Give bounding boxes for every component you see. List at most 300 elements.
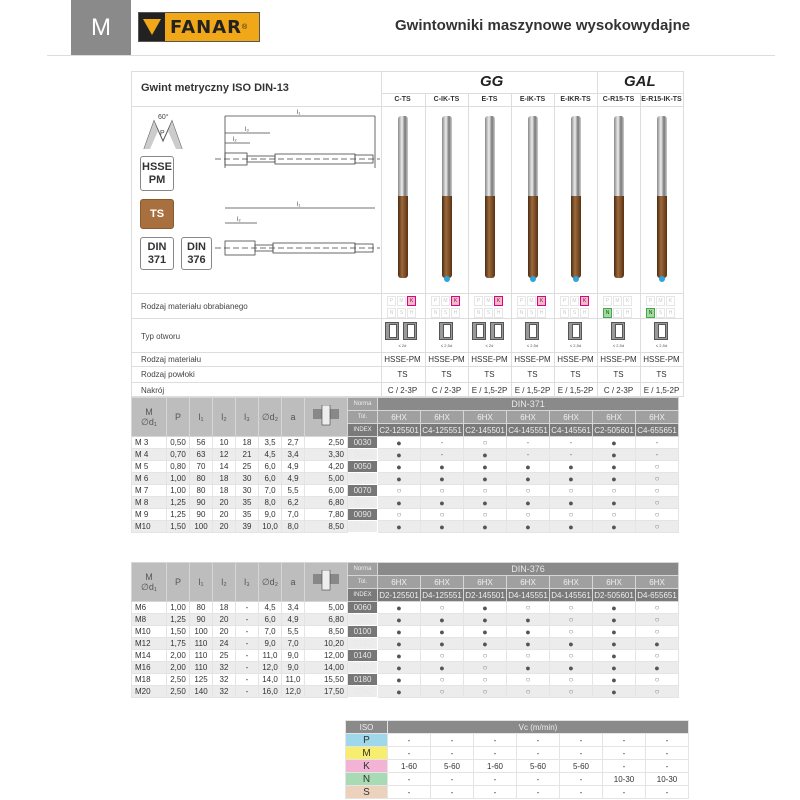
din371-table xyxy=(131,397,679,533)
cell-l3: 18 xyxy=(236,437,259,449)
cell-drill: 12,00 xyxy=(305,650,348,662)
vc-value: - xyxy=(388,747,431,760)
drill-icon xyxy=(305,563,348,602)
cell-l2: 25 xyxy=(213,650,236,662)
availability-mark: ● xyxy=(593,521,636,533)
availability-mark: ○ xyxy=(550,650,593,662)
index-code: C2-125501 xyxy=(379,425,419,435)
vc-value: - xyxy=(431,773,474,786)
tol-value: 6HX xyxy=(378,411,421,424)
row-index: 0100 xyxy=(348,521,378,533)
group-gal: GAL xyxy=(624,73,656,90)
din376-badge xyxy=(181,237,212,270)
hole-depth: ≤ 2,5d xyxy=(440,343,453,348)
availability-mark: ● xyxy=(378,461,421,473)
table-row xyxy=(132,686,679,698)
din371-badge xyxy=(140,237,174,270)
cell-l1: 90 xyxy=(190,614,213,626)
coating-badge-text: TS xyxy=(149,207,165,220)
cell-d2: 7,0 xyxy=(259,485,282,497)
table-row xyxy=(132,437,679,449)
availability-mark: - xyxy=(421,449,464,461)
availability-mark: ● xyxy=(507,626,550,638)
material-s: S xyxy=(613,308,622,318)
availability-mark: ● xyxy=(593,626,636,638)
cell-p: 1,25 xyxy=(167,509,190,521)
cell-p: 1,00 xyxy=(167,473,190,485)
cell-p: 2,00 xyxy=(167,662,190,674)
material-p: P xyxy=(517,296,526,306)
tol-value: 6HX xyxy=(550,411,593,424)
material-grid xyxy=(646,296,676,318)
divider xyxy=(381,71,382,397)
index-code: D2-145501 xyxy=(465,590,505,600)
availability-mark: ● xyxy=(593,674,636,686)
row-index: 0200 xyxy=(348,686,378,698)
cell-l1: 80 xyxy=(190,485,213,497)
vc-value: 5-60 xyxy=(431,760,474,773)
cell-l1: 100 xyxy=(190,521,213,533)
coating-label: Rodzaj powłoki xyxy=(141,370,195,379)
material-p: P xyxy=(646,296,655,306)
table-row xyxy=(132,485,679,497)
tap-type-e-ts: E-TS xyxy=(481,96,498,103)
cell-a: 12,0 xyxy=(282,686,305,698)
table-row xyxy=(132,449,679,461)
vc-value: 10-30 xyxy=(646,773,689,786)
cell-p: 1,25 xyxy=(167,614,190,626)
cell-drill: 14,00 xyxy=(305,662,348,674)
tol-label: Tol. xyxy=(348,576,378,589)
cell-l3: 21 xyxy=(236,449,259,461)
l1b-label: l₁ xyxy=(297,202,301,208)
availability-mark: ● xyxy=(421,521,464,533)
material-grid xyxy=(431,296,461,318)
cell-a: 5,5 xyxy=(282,626,305,638)
row-index: 0030 xyxy=(348,437,378,449)
cell-l3: - xyxy=(236,626,259,638)
availability-mark: ● xyxy=(550,497,593,509)
availability-mark: ● xyxy=(464,614,507,626)
col-l2: l₂ xyxy=(213,563,236,602)
vc-value: - xyxy=(560,786,603,799)
cell-drill: 8,50 xyxy=(305,521,348,533)
availability-mark: ● xyxy=(593,686,636,698)
material-m: M xyxy=(397,296,406,306)
tool-material-value: HSSE-PM xyxy=(514,355,551,364)
l2-label: l₂ xyxy=(233,137,237,143)
availability-mark: ● xyxy=(593,614,636,626)
availability-mark: ● xyxy=(421,461,464,473)
availability-mark: ● xyxy=(550,473,593,485)
col-l3: l₃ xyxy=(236,563,259,602)
iso-row xyxy=(346,734,689,747)
cell-l1: 140 xyxy=(190,686,213,698)
cell-l1: 125 xyxy=(190,674,213,686)
availability-mark: ● xyxy=(507,662,550,674)
cell-drill: 2,50 xyxy=(305,437,348,449)
row-index: 0080 xyxy=(348,614,378,626)
table-row xyxy=(132,674,679,686)
material-m: M xyxy=(656,296,665,306)
drill-icon xyxy=(305,398,348,437)
index-code: D2-125501 xyxy=(379,590,419,600)
availability-mark: ○ xyxy=(636,650,679,662)
availability-mark: ● xyxy=(464,521,507,533)
through-hole-icon xyxy=(472,322,486,340)
norma-label: Norma xyxy=(348,563,378,576)
material-p: P xyxy=(603,296,612,306)
tap-image xyxy=(483,116,497,281)
cell-d2: 4,5 xyxy=(259,449,282,461)
chamfer-label: Nakrój xyxy=(141,386,165,395)
iso-group-p: P xyxy=(346,734,388,747)
hole-depth: ≤ 2,5d xyxy=(569,343,582,348)
cell-m: M18 xyxy=(132,674,167,686)
cell-l2: 10 xyxy=(213,437,236,449)
availability-mark: ● xyxy=(464,497,507,509)
availability-mark: - xyxy=(636,437,679,449)
through-hole-icon xyxy=(385,322,399,340)
index-label: INDEX xyxy=(348,589,378,602)
cell-l2: 20 xyxy=(213,497,236,509)
availability-mark: - xyxy=(507,449,550,461)
tol-value: 6HX xyxy=(507,411,550,424)
index-label: INDEX xyxy=(348,424,378,437)
cell-d2: 10,0 xyxy=(259,521,282,533)
row-index: 0140 xyxy=(348,650,378,662)
cell-d2: 9,0 xyxy=(259,638,282,650)
index-code: C2-145501 xyxy=(465,425,505,435)
availability-mark: ● xyxy=(378,686,421,698)
row-index: 0070 xyxy=(348,485,378,497)
cell-d2: 8,0 xyxy=(259,497,282,509)
cell-d2: 9,0 xyxy=(259,509,282,521)
cell-drill: 6,80 xyxy=(305,614,348,626)
blind-hole-icon xyxy=(490,322,504,340)
availability-mark: ○ xyxy=(378,485,421,497)
material-h: H xyxy=(666,308,675,318)
cell-l1: 90 xyxy=(190,509,213,521)
norma-value: DIN-371 xyxy=(378,398,679,411)
cell-m: M6 xyxy=(132,602,167,614)
chamfer-value: E / 1,5-2P xyxy=(471,386,508,395)
iso-row xyxy=(346,747,689,760)
coolant-icon xyxy=(444,276,450,282)
divider xyxy=(131,382,684,383)
availability-mark: ○ xyxy=(550,614,593,626)
availability-mark: ○ xyxy=(550,509,593,521)
availability-mark: ○ xyxy=(464,650,507,662)
table-row xyxy=(132,626,679,638)
tool-material-value: HSSE-PM xyxy=(600,355,637,364)
availability-mark: ● xyxy=(550,662,593,674)
iso-group-m: M xyxy=(346,747,388,760)
material-h: H xyxy=(623,308,632,318)
blind-hole-icon xyxy=(403,322,417,340)
availability-mark: ● xyxy=(464,461,507,473)
availability-mark: ○ xyxy=(593,509,636,521)
tool-material-label: Rodzaj materiału xyxy=(141,355,202,364)
material-s: S xyxy=(570,308,579,318)
availability-mark: ● xyxy=(593,638,636,650)
availability-mark: ● xyxy=(464,449,507,461)
cell-l2: 14 xyxy=(213,461,236,473)
col-l1: l₁ xyxy=(190,563,213,602)
cell-l2: 32 xyxy=(213,674,236,686)
brand-logo xyxy=(138,12,260,42)
vc-value: - xyxy=(560,747,603,760)
row-index: 0060 xyxy=(348,473,378,485)
col-l3: l₃ xyxy=(236,398,259,437)
availability-mark: ○ xyxy=(550,602,593,614)
tap-image xyxy=(655,116,669,281)
cell-l3: 35 xyxy=(236,509,259,521)
cell-l1: 90 xyxy=(190,497,213,509)
availability-mark: ● xyxy=(507,614,550,626)
cell-drill: 15,50 xyxy=(305,674,348,686)
col-d2: ∅d₂ xyxy=(259,563,282,602)
availability-mark: ○ xyxy=(636,497,679,509)
table-row xyxy=(132,461,679,473)
tap-type-e-ikr-ts: E-IKR-TS xyxy=(560,96,591,103)
material-h: H xyxy=(407,308,416,318)
index-code: D2-505601 xyxy=(594,590,634,600)
availability-mark: ○ xyxy=(550,485,593,497)
material-k: K xyxy=(451,296,460,306)
cell-l3: - xyxy=(236,662,259,674)
material-n: N xyxy=(387,308,396,318)
cell-p: 1,25 xyxy=(167,497,190,509)
availability-mark: ○ xyxy=(550,686,593,698)
row-index: 0040 xyxy=(348,449,378,461)
availability-mark: ● xyxy=(378,662,421,674)
cell-l1: 110 xyxy=(190,638,213,650)
cell-a: 3,4 xyxy=(282,602,305,614)
availability-mark: - xyxy=(550,437,593,449)
row-index: 0100 xyxy=(348,626,378,638)
iso-group-k: K xyxy=(346,760,388,773)
tap-image xyxy=(569,116,583,281)
index-code: D4-145551 xyxy=(508,590,548,600)
vc-value: - xyxy=(603,760,646,773)
tap-image xyxy=(396,116,410,281)
tol-value: 6HX xyxy=(464,576,507,589)
availability-mark: ○ xyxy=(636,509,679,521)
table-row xyxy=(132,497,679,509)
availability-mark: ○ xyxy=(464,485,507,497)
vc-value: - xyxy=(560,734,603,747)
tol-value: 6HX xyxy=(593,411,636,424)
cell-drill: 8,50 xyxy=(305,626,348,638)
tol-value: 6HX xyxy=(464,411,507,424)
l1-label: l₁ xyxy=(297,110,301,116)
material-m: M xyxy=(441,296,450,306)
row-index: 0090 xyxy=(348,509,378,521)
l3-label: l₃ xyxy=(245,127,249,133)
section-tab xyxy=(71,0,131,55)
chamfer-value: E / 1,5-2P xyxy=(557,386,594,395)
material-k: K xyxy=(666,296,675,306)
index-code: D4-655651 xyxy=(637,590,677,600)
cell-a: 6,2 xyxy=(282,497,305,509)
cell-l3: 30 xyxy=(236,473,259,485)
material-k: K xyxy=(537,296,546,306)
table-row xyxy=(132,602,679,614)
registered-mark: ® xyxy=(242,23,248,31)
material-p: P xyxy=(431,296,440,306)
row-index: 0050 xyxy=(348,461,378,473)
din376-table xyxy=(131,562,679,698)
row-index: 0060 xyxy=(348,602,378,614)
divider xyxy=(131,106,684,107)
cell-d2: 6,0 xyxy=(259,461,282,473)
availability-mark: ● xyxy=(550,521,593,533)
availability-mark: ● xyxy=(593,662,636,674)
availability-mark: ● xyxy=(593,449,636,461)
availability-mark: ○ xyxy=(636,686,679,698)
cell-a: 5,5 xyxy=(282,485,305,497)
availability-mark: ○ xyxy=(550,674,593,686)
cell-l1: 80 xyxy=(190,473,213,485)
tool-material-value: HSSE-PM xyxy=(643,355,680,364)
availability-mark: ○ xyxy=(636,614,679,626)
availability-mark: ○ xyxy=(421,485,464,497)
vc-value: 10-30 xyxy=(603,773,646,786)
page-title: Gwintowniki maszynowe wysokowydajne xyxy=(395,17,691,34)
cell-m: M10 xyxy=(132,626,167,638)
material-s: S xyxy=(484,308,493,318)
thread-angle-label: 60° xyxy=(158,114,169,121)
cell-l3: 39 xyxy=(236,521,259,533)
vc-value: - xyxy=(603,734,646,747)
availability-mark: ● xyxy=(378,650,421,662)
material-grid xyxy=(517,296,547,318)
material-badge-text: HSSE PM xyxy=(142,160,172,186)
cell-m: M14 xyxy=(132,650,167,662)
vc-value: - xyxy=(474,786,517,799)
material-s: S xyxy=(527,308,536,318)
brand-name: FANAR xyxy=(170,16,243,38)
availability-mark: ○ xyxy=(421,509,464,521)
material-grid xyxy=(474,296,504,318)
availability-mark: ● xyxy=(378,437,421,449)
material-m: M xyxy=(570,296,579,306)
blind-hole-icon xyxy=(525,322,539,340)
col-a: a xyxy=(282,398,305,437)
material-grid xyxy=(560,296,590,318)
cell-l3: - xyxy=(236,602,259,614)
cell-drill: 3,30 xyxy=(305,449,348,461)
tap-image xyxy=(526,116,540,281)
availability-mark: ● xyxy=(421,473,464,485)
vc-value: - xyxy=(388,773,431,786)
table-row xyxy=(132,521,679,533)
blind-hole-icon xyxy=(439,322,453,340)
availability-mark: ● xyxy=(507,521,550,533)
index-code: C2-505601 xyxy=(594,425,634,435)
availability-mark: ● xyxy=(378,614,421,626)
material-m: M xyxy=(527,296,536,306)
availability-mark: ● xyxy=(507,473,550,485)
availability-mark: ○ xyxy=(636,473,679,485)
vc-value: - xyxy=(474,734,517,747)
vc-value: - xyxy=(646,786,689,799)
cell-a: 3,4 xyxy=(282,449,305,461)
cell-l3: - xyxy=(236,674,259,686)
material-m: M xyxy=(613,296,622,306)
availability-mark: ○ xyxy=(464,662,507,674)
vc-title: Vc (m/min) xyxy=(388,721,689,734)
cell-a: 8,0 xyxy=(282,521,305,533)
cell-l2: 18 xyxy=(213,473,236,485)
vc-value: - xyxy=(474,747,517,760)
cell-l3: - xyxy=(236,650,259,662)
chamfer-value: E / 1,5-2P xyxy=(643,386,680,395)
cell-l3: 35 xyxy=(236,497,259,509)
cell-p: 2,50 xyxy=(167,674,190,686)
cell-drill: 10,20 xyxy=(305,638,348,650)
cell-l1: 110 xyxy=(190,662,213,674)
availability-mark: ● xyxy=(378,473,421,485)
col-m_d1: M ∅d₁ xyxy=(132,563,167,602)
material-n: N xyxy=(560,308,569,318)
cell-m: M 3 xyxy=(132,437,167,449)
availability-mark: ○ xyxy=(507,686,550,698)
chamfer-value: C / 2-3P xyxy=(603,386,634,395)
cell-p: 1,50 xyxy=(167,626,190,638)
coating-value: TS xyxy=(397,370,408,379)
cell-m: M 8 xyxy=(132,497,167,509)
cell-drill: 17,50 xyxy=(305,686,348,698)
workpiece-material-label: Rodzaj materiału obrabianego xyxy=(141,302,248,311)
cell-l2: 32 xyxy=(213,686,236,698)
availability-mark: ● xyxy=(378,638,421,650)
material-s: S xyxy=(656,308,665,318)
availability-mark: ● xyxy=(378,497,421,509)
cell-a: 7,0 xyxy=(282,638,305,650)
col-l1: l₁ xyxy=(190,398,213,437)
index-code: C4-145551 xyxy=(508,425,548,435)
cell-p: 0,80 xyxy=(167,461,190,473)
availability-mark: - xyxy=(636,449,679,461)
cell-drill: 7,80 xyxy=(305,509,348,521)
availability-mark: ● xyxy=(507,497,550,509)
tap-image xyxy=(612,116,626,281)
col-p: P xyxy=(167,398,190,437)
chamfer-value: C / 2-3P xyxy=(387,386,418,395)
coating-value: TS xyxy=(484,370,495,379)
pitch-label: P xyxy=(160,130,165,137)
blind-hole-icon xyxy=(611,322,625,340)
chamfer-value: C / 2-3P xyxy=(431,386,462,395)
tap-image xyxy=(440,116,454,281)
availability-mark: ● xyxy=(378,626,421,638)
vc-value: 1-60 xyxy=(474,760,517,773)
divider xyxy=(131,352,684,353)
cell-l1: 63 xyxy=(190,449,213,461)
tap-type-c-ts: C-TS xyxy=(394,96,411,103)
availability-mark: ○ xyxy=(507,674,550,686)
iso-row xyxy=(346,760,689,773)
tol-value: 6HX xyxy=(550,576,593,589)
iso-group-s: S xyxy=(346,786,388,799)
vc-value: - xyxy=(517,734,560,747)
col-p: P xyxy=(167,563,190,602)
table-row xyxy=(132,509,679,521)
availability-mark: ● xyxy=(421,626,464,638)
cell-d2: 16,0 xyxy=(259,686,282,698)
